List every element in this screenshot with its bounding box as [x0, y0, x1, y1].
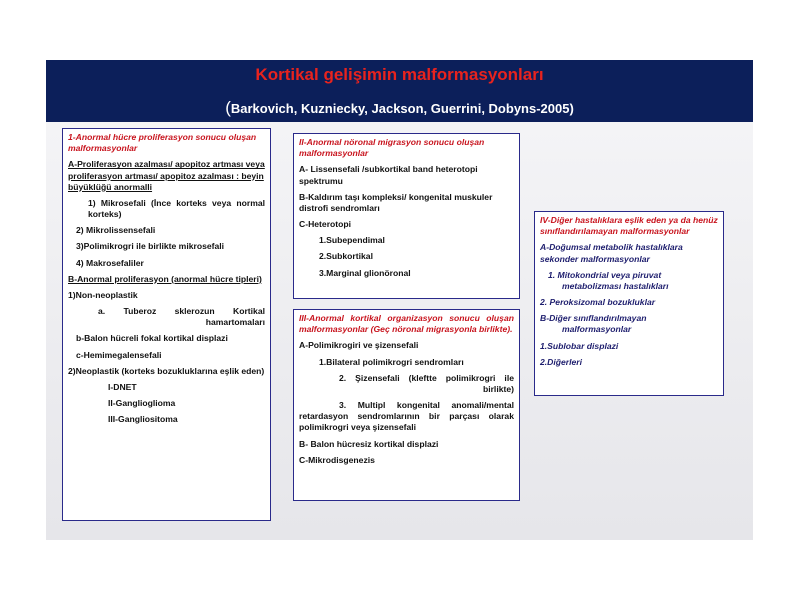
slide-subtitle — [46, 98, 753, 118]
box1-nonneo-a: a. Tuberoz sklerozun Kortikal hamartomaları — [98, 306, 265, 328]
box1-neo-item-2: II-Ganglioglioma — [108, 398, 176, 409]
box1-item-a3: 3)Polimikrogri ile birlikte mikrosefali — [76, 241, 225, 252]
box3-item-a3: 3. Multipl kongenital anomali/mental retardasyon sendromlarının bir parçası olarak polimikrogri veya şizensefali — [299, 400, 514, 433]
box1-nonneo-b: b-Balon hücreli fokal kortikal displazi — [76, 333, 228, 344]
box2-heading: II-Anormal nöronal migrasyon sonucu oluşan malformasyonlar — [299, 137, 485, 159]
subtitle-text: Barkovich, Kuzniecky, Jackson, Guerrini, Dobyns-2005) — [230, 101, 574, 116]
box1-neo-item-3: III-Gangliositoma — [108, 414, 178, 425]
box4-item-b: B-Diğer sınıflandırılmayan malformasyonlar — [540, 313, 647, 335]
box1-subheading-b: B-Anormal proliferasyon (anormal hücre tipleri) — [68, 273, 262, 284]
box1-item-a1: 1) Mikrosefali (İnce korteks veya normal korteks) — [88, 197, 265, 220]
box3-item-a: A-Polimikrogiri ve şizensefali — [299, 340, 419, 351]
box1-item-a4: 4) Makrosefaliler — [76, 257, 144, 268]
category-box-2 — [293, 133, 520, 299]
box1-subheading-a: A-Proliferasyon azalması/ apopitoz artması veya proliferasyon artması/ apopitoz azalması : beyin büyüklüğü anormalli — [68, 159, 265, 192]
box3-item-a2: 2. Şizensefali (kleftte polimikrogri ile birlikte) — [339, 372, 514, 394]
box2-heterotopia-1: 1.Subependimal — [319, 235, 385, 246]
category-box-4 — [534, 211, 724, 396]
box2-item-c: C-Heterotopi — [299, 219, 352, 230]
box4-item-b1: 1.Sublobar displazi — [540, 340, 619, 351]
box4-item-b2: 2.Diğerleri — [540, 356, 583, 367]
slide — [46, 60, 753, 540]
box4-item-a: A-Doğumsal metabolik hastalıklara sekonder malformasyonlar — [540, 242, 683, 264]
box1-nonneo-c: c-Hemimegalensefali — [76, 349, 162, 360]
category-box-3 — [293, 309, 520, 501]
box2-heterotopia-2: 2.Subkortikal — [319, 251, 373, 262]
box1-nonneoplastic: 1)Non-neoplastik — [68, 289, 138, 300]
box3-item-c: C-Mikrodisgenezis — [299, 454, 375, 465]
box1-neoplastic: 2)Neoplastik (korteks bozukluklarına eşlik eden) — [68, 365, 265, 376]
box3-heading: III-Anormal kortikal organizasyon sonucu oluşan malformasyonlar (Geç nöronal migrasyonla birlikte). — [299, 313, 514, 335]
title-banner — [46, 60, 753, 122]
slide-title: Kortikal gelişimin malformasyonları — [255, 65, 544, 84]
subtitle-paren: ( — [225, 98, 231, 117]
box3-item-a1: 1.Bilateral polimikrogri sendromları — [319, 356, 464, 367]
box2-heterotopia-3: 3.Marginal glionöronal — [319, 267, 411, 278]
box1-neo-item-1: I-DNET — [108, 381, 137, 392]
box3-item-b: B- Balon hücresiz kortikal displazi — [299, 438, 439, 449]
box2-item-b: B-Kaldırım taşı kompleksi/ kongenital muskuler distrofi sendromları — [299, 191, 493, 213]
box1-item-a2: 2) Mikrolissensefali — [76, 225, 156, 236]
box4-item-a2: 2. Peroksizomal bozukluklar — [540, 297, 656, 308]
box1-heading: 1-Anormal hücre proliferasyon sonucu oluşan malformasyonlar — [68, 132, 257, 154]
box2-item-a: A- Lissensefali /subkortikal band heterotopi spektrumu — [299, 164, 478, 186]
box4-item-a1: 1. Mitokondrial veya piruvat metabolizması hastalıkları — [548, 269, 669, 291]
box4-heading: IV-Diğer hastalıklara eşlik eden ya da henüz sınıflandırılamayan malformasyonlar — [540, 215, 718, 237]
category-box-1 — [62, 128, 271, 521]
